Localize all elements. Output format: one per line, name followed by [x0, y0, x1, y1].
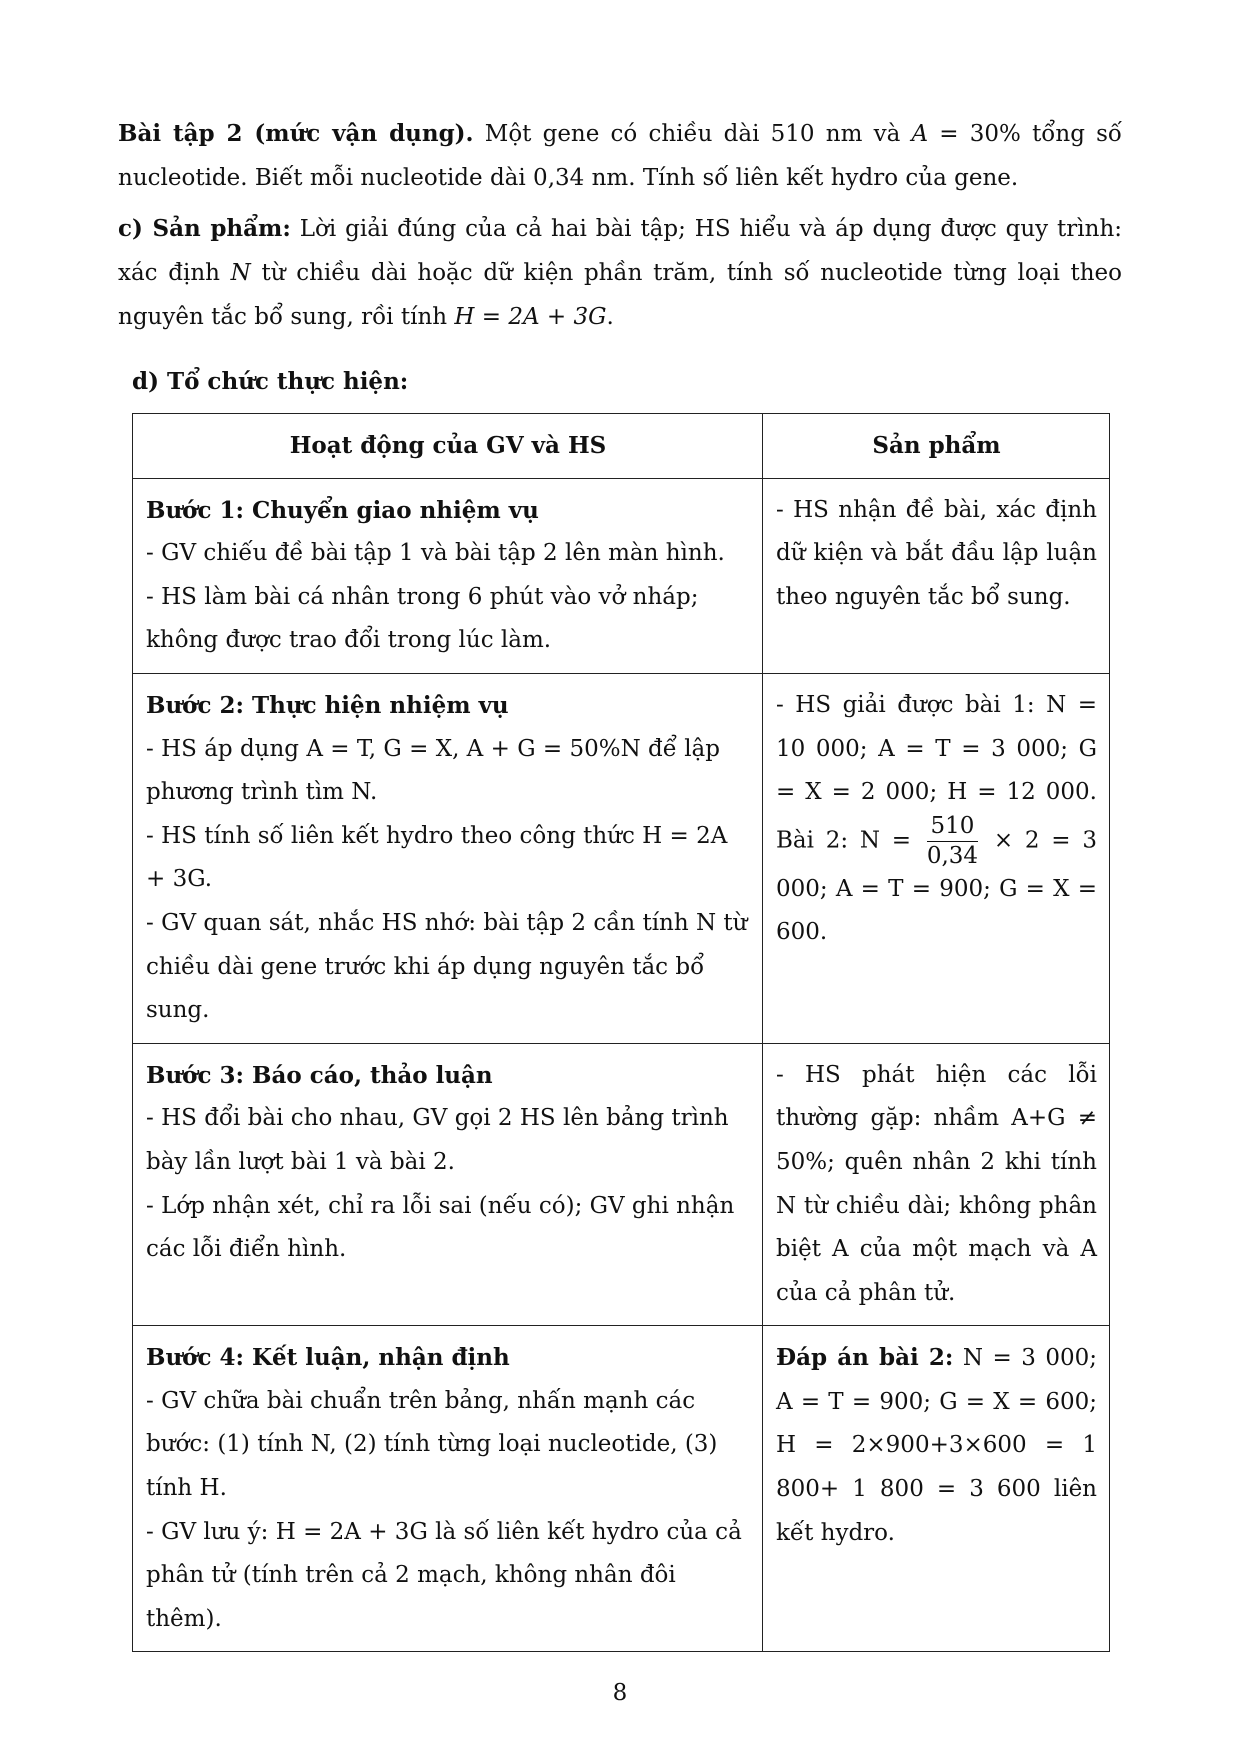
table-row — [133, 1326, 1110, 1652]
step-2-product-text-b: × 2 = 3 000; A = T = 900; G = X = 600. — [776, 827, 1097, 946]
fraction-denominator: 0,34 — [926, 842, 979, 869]
step-2-line: - HS tính số liên kết hydro theo công thức H = 2A + 3G. — [146, 822, 728, 893]
exercise-2-text-b: = 30% tổng số nucleotide. Biết mỗi nucleotide dài 0,34 nm. Tính số liên kết hydro của gene. — [118, 121, 1122, 191]
step-1-product-cell: - HS nhận đề bài, xác định dữ kiện và bắt đầu lập luận theo nguyên tắc bổ sung. — [763, 478, 1110, 673]
step-4-product-label: Đáp án bài 2: — [776, 1344, 954, 1372]
step-3-line: - Lớp nhận xét, chỉ ra lỗi sai (nếu có); GV ghi nhận các lỗi điển hình. — [146, 1192, 735, 1263]
step-3-product-cell: - HS phát hiện các lỗi thường gặp: nhầm A+G ≠ 50%; quên nhân 2 khi tính N từ chiều dài; không phân biệt A của một mạch và A của cả phân tử. — [763, 1043, 1110, 1326]
exercise-2-symbol-a: A — [911, 121, 929, 147]
step-4-activity-cell — [133, 1326, 763, 1652]
step-3-line: - HS đổi bài cho nhau, GV gọi 2 HS lên bảng trình bày lần lượt bài 1 và bài 2. — [146, 1105, 729, 1175]
column-header-activities: Hoạt động của GV và HS — [133, 414, 763, 479]
product-text-a: Lời giải đúng của cả hai bài tập; HS hiểu và áp dụng được quy trình: xác định — [118, 216, 1123, 286]
column-header-products: Sản phẩm — [763, 414, 1110, 479]
step-1-line: - GV chiếu đề bài tập 1 và bài tập 2 lên màn hình. — [146, 540, 725, 567]
exercise-2-title: Bài tập 2 (mức vận dụng). — [118, 120, 474, 147]
step-4-product-cell — [763, 1326, 1110, 1652]
step-2-line: - GV quan sát, nhắc HS nhớ: bài tập 2 cần tính N từ chiều dài gene trước khi áp dụng nguyên tắc bổ sung. — [146, 909, 748, 1024]
step-2-activity-cell — [133, 673, 763, 1043]
table-row — [133, 478, 1110, 673]
product-symbol-n: N — [230, 260, 251, 286]
fraction — [926, 812, 979, 869]
organization-table — [132, 413, 1110, 1652]
table-header-row — [133, 414, 1110, 479]
step-4-title: Bước 4: Kết luận, nhận định — [146, 1344, 510, 1372]
step-2-product-text-a: - HS giải được bài 1: N = 10 000; A = T = 3 000; G = X = 2 000; H = 12 000. Bài 2: N = — [776, 691, 1097, 854]
table-row — [133, 1043, 1110, 1326]
step-2-line: - HS áp dụng A = T, G = X, A + G = 50%N để lập phương trình tìm N. — [146, 735, 720, 806]
exercise-2-text-a: Một gene có chiều dài 510 nm và — [473, 121, 912, 147]
product-text-b: từ chiều dài hoặc dữ kiện phần trăm, tính số nucleotide từng loại theo nguyên tắc bổ sung, rồi tính — [118, 260, 1122, 330]
product-paragraph — [118, 207, 1122, 339]
fraction-numerator: 510 — [927, 815, 978, 842]
step-2-product-cell — [763, 673, 1110, 1043]
step-3-activity-cell — [133, 1043, 763, 1326]
step-4-product-text: N = 3 000; A = T = 900; G = X = 600; H = 2×900+3×600 = 1 800+ 1 800 = 3 600 liên kết hydro. — [776, 1345, 1097, 1546]
step-4-line: - GV chữa bài chuẩn trên bảng, nhấn mạnh các bước: (1) tính N, (2) tính từng loại nucleotide, (3) tính H. — [146, 1387, 718, 1502]
step-1-activity-cell — [133, 478, 763, 673]
table-row — [133, 673, 1110, 1043]
organization-heading: d) Tổ chức thực hiện: — [132, 368, 409, 395]
step-2-title: Bước 2: Thực hiện nhiệm vụ — [146, 691, 509, 719]
step-1-line: - HS làm bài cá nhân trong 6 phút vào vở nháp; không được trao đổi trong lúc làm. — [146, 583, 699, 654]
step-3-title: Bước 3: Báo cáo, thảo luận — [146, 1061, 493, 1089]
product-formula: H = 2A + 3G — [454, 304, 607, 330]
product-label: c) Sản phẩm: — [118, 215, 291, 242]
product-text-c: . — [606, 304, 614, 330]
page-number: 8 — [612, 1680, 628, 1706]
step-1-title: Bước 1: Chuyển giao nhiệm vụ — [146, 496, 539, 524]
step-4-line: - GV lưu ý: H = 2A + 3G là số liên kết hydro của cả phân tử (tính trên cả 2 mạch, không nhân đôi thêm). — [146, 1518, 742, 1632]
exercise-2-paragraph — [118, 112, 1122, 200]
